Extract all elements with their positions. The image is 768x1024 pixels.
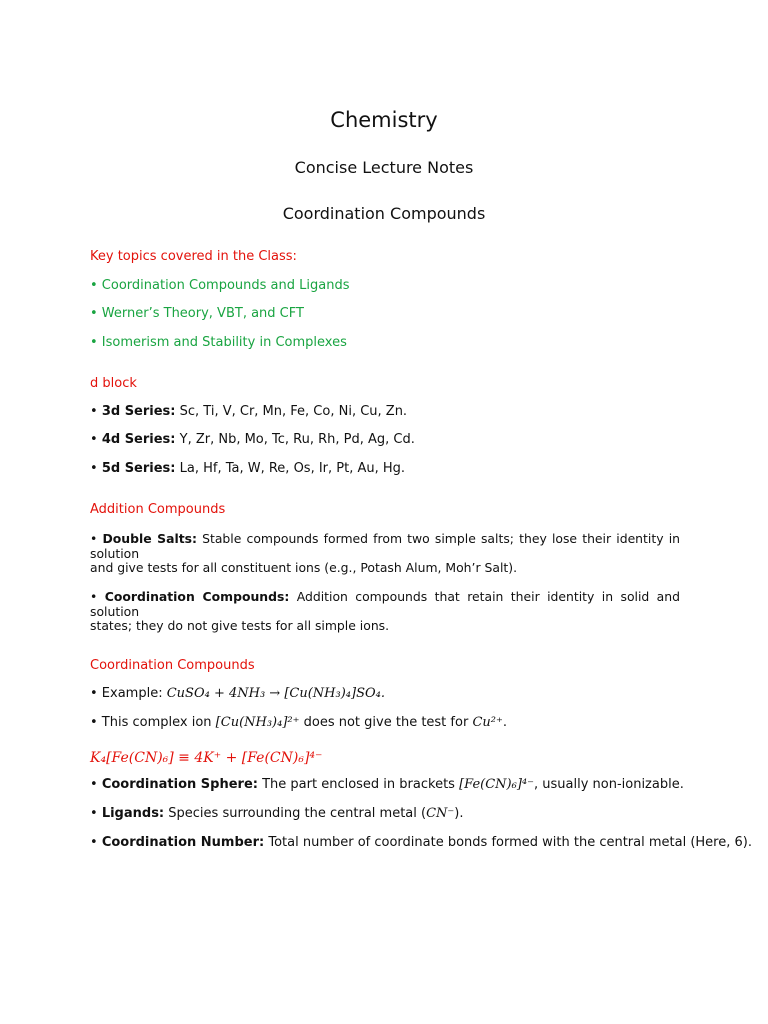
document-topic: Coordination Compounds	[282, 204, 486, 223]
series-row: • 4d Series: Y, Zr, Nb, Mo, Tc, Ru, Rh, Pd, Ag, Cd.	[90, 432, 415, 447]
copper-ion-formula: Cu²⁺	[472, 715, 503, 730]
key-topic-item: • Isomerism and Stability in Complexes	[90, 335, 347, 350]
definition-label: Ligands:	[101, 806, 165, 821]
definition-row: • Coordination Sphere: The part enclosed in brackets [Fe(CN)₆]⁴⁻, usually non-ionizable.	[90, 777, 684, 792]
series-elements: Sc, Ti, V, Cr, Mn, Fe, Co, Ni, Cu, Zn.	[175, 404, 408, 419]
d-block-heading: d block	[90, 376, 137, 391]
definition-tail: ).	[454, 806, 464, 821]
complex-ion-line	[90, 715, 680, 730]
definition-label: Coordination Number:	[101, 835, 265, 850]
complex-mid: does not give the test for	[299, 715, 473, 730]
double-salts-line: • Double Salts: Stable compounds formed from two simple salts; they lose their identity in solution	[90, 531, 680, 561]
complex-prefix: • This complex ion	[90, 715, 216, 730]
key-topics-heading: Key topics covered in the Class:	[90, 249, 297, 264]
definition-formula: [Fe(CN)₆]⁴⁻	[459, 777, 534, 792]
double-salts-label: Double Salts:	[102, 531, 197, 546]
series-elements: La, Hf, Ta, W, Re, Os, Ir, Pt, Au, Hg.	[175, 461, 406, 476]
key-topic-item: • Werner’s Theory, VBT, and CFT	[90, 306, 304, 321]
complex-ion-formula: [Cu(NH₃)₄]²⁺	[215, 715, 300, 730]
key-topic-item: • Coordination Compounds and Ligands	[90, 278, 350, 293]
definition-text: Species surrounding the central metal (	[164, 806, 427, 821]
series-elements: Y, Zr, Nb, Mo, Tc, Ru, Rh, Pd, Ag, Cd.	[175, 432, 415, 447]
coordination-compounds-line: • Coordination Compounds: Addition compounds that retain their identity in solid and solution	[90, 589, 680, 619]
series-label: 5d Series:	[101, 461, 176, 476]
definition-formula: CN⁻	[426, 806, 455, 821]
ferrocyanide-equation: K₄[Fe(CN)₆] ≡ 4K⁺ + [Fe(CN)₆]⁴⁻	[90, 750, 323, 766]
double-salts-continuation: and give tests for all constituent ions (e.g., Potash Alum, Moh’r Salt).	[90, 560, 518, 575]
addition-heading: Addition Compounds	[90, 502, 226, 517]
series-label: 3d Series:	[101, 404, 176, 419]
complex-end: .	[502, 715, 507, 730]
definition-label: Coordination Sphere:	[101, 777, 258, 792]
coordination-compounds-label: Coordination Compounds:	[104, 589, 290, 604]
series-row: • 5d Series: La, Hf, Ta, W, Re, Os, Ir, Pt, Au, Hg.	[90, 461, 406, 476]
series-label: 4d Series:	[101, 432, 176, 447]
definition-text: Total number of coordinate bonds formed with the central metal (Here, 6).	[264, 835, 752, 850]
example-equation: CuSO₄ + 4NH₃ → [Cu(NH₃)₄]SO₄.	[166, 686, 385, 701]
definition-row: • Ligands: Species surrounding the central metal (CN⁻).	[90, 806, 464, 821]
series-row: • 3d Series: Sc, Ti, V, Cr, Mn, Fe, Co, Ni, Cu, Zn.	[90, 404, 408, 419]
coordination-compounds-text: Addition compounds that retain their identity in solid and solution	[90, 589, 680, 619]
coordination-compounds-continuation: states; they do not give tests for all simple ions.	[90, 618, 390, 633]
example-line	[90, 686, 680, 701]
definition-row: • Coordination Number: Total number of coordinate bonds formed with the central metal (Here, 6).	[90, 835, 752, 850]
document-title: Chemistry	[330, 108, 438, 132]
document-subtitle: Concise Lecture Notes	[294, 158, 474, 177]
coordination-heading: Coordination Compounds	[90, 658, 255, 673]
example-prefix: • Example:	[90, 686, 167, 701]
double-salts-text: Stable compounds formed from two simple salts; they lose their identity in solution	[90, 531, 680, 561]
definition-tail: , usually non-ionizable.	[533, 777, 684, 792]
definition-text: The part enclosed in brackets	[257, 777, 460, 792]
